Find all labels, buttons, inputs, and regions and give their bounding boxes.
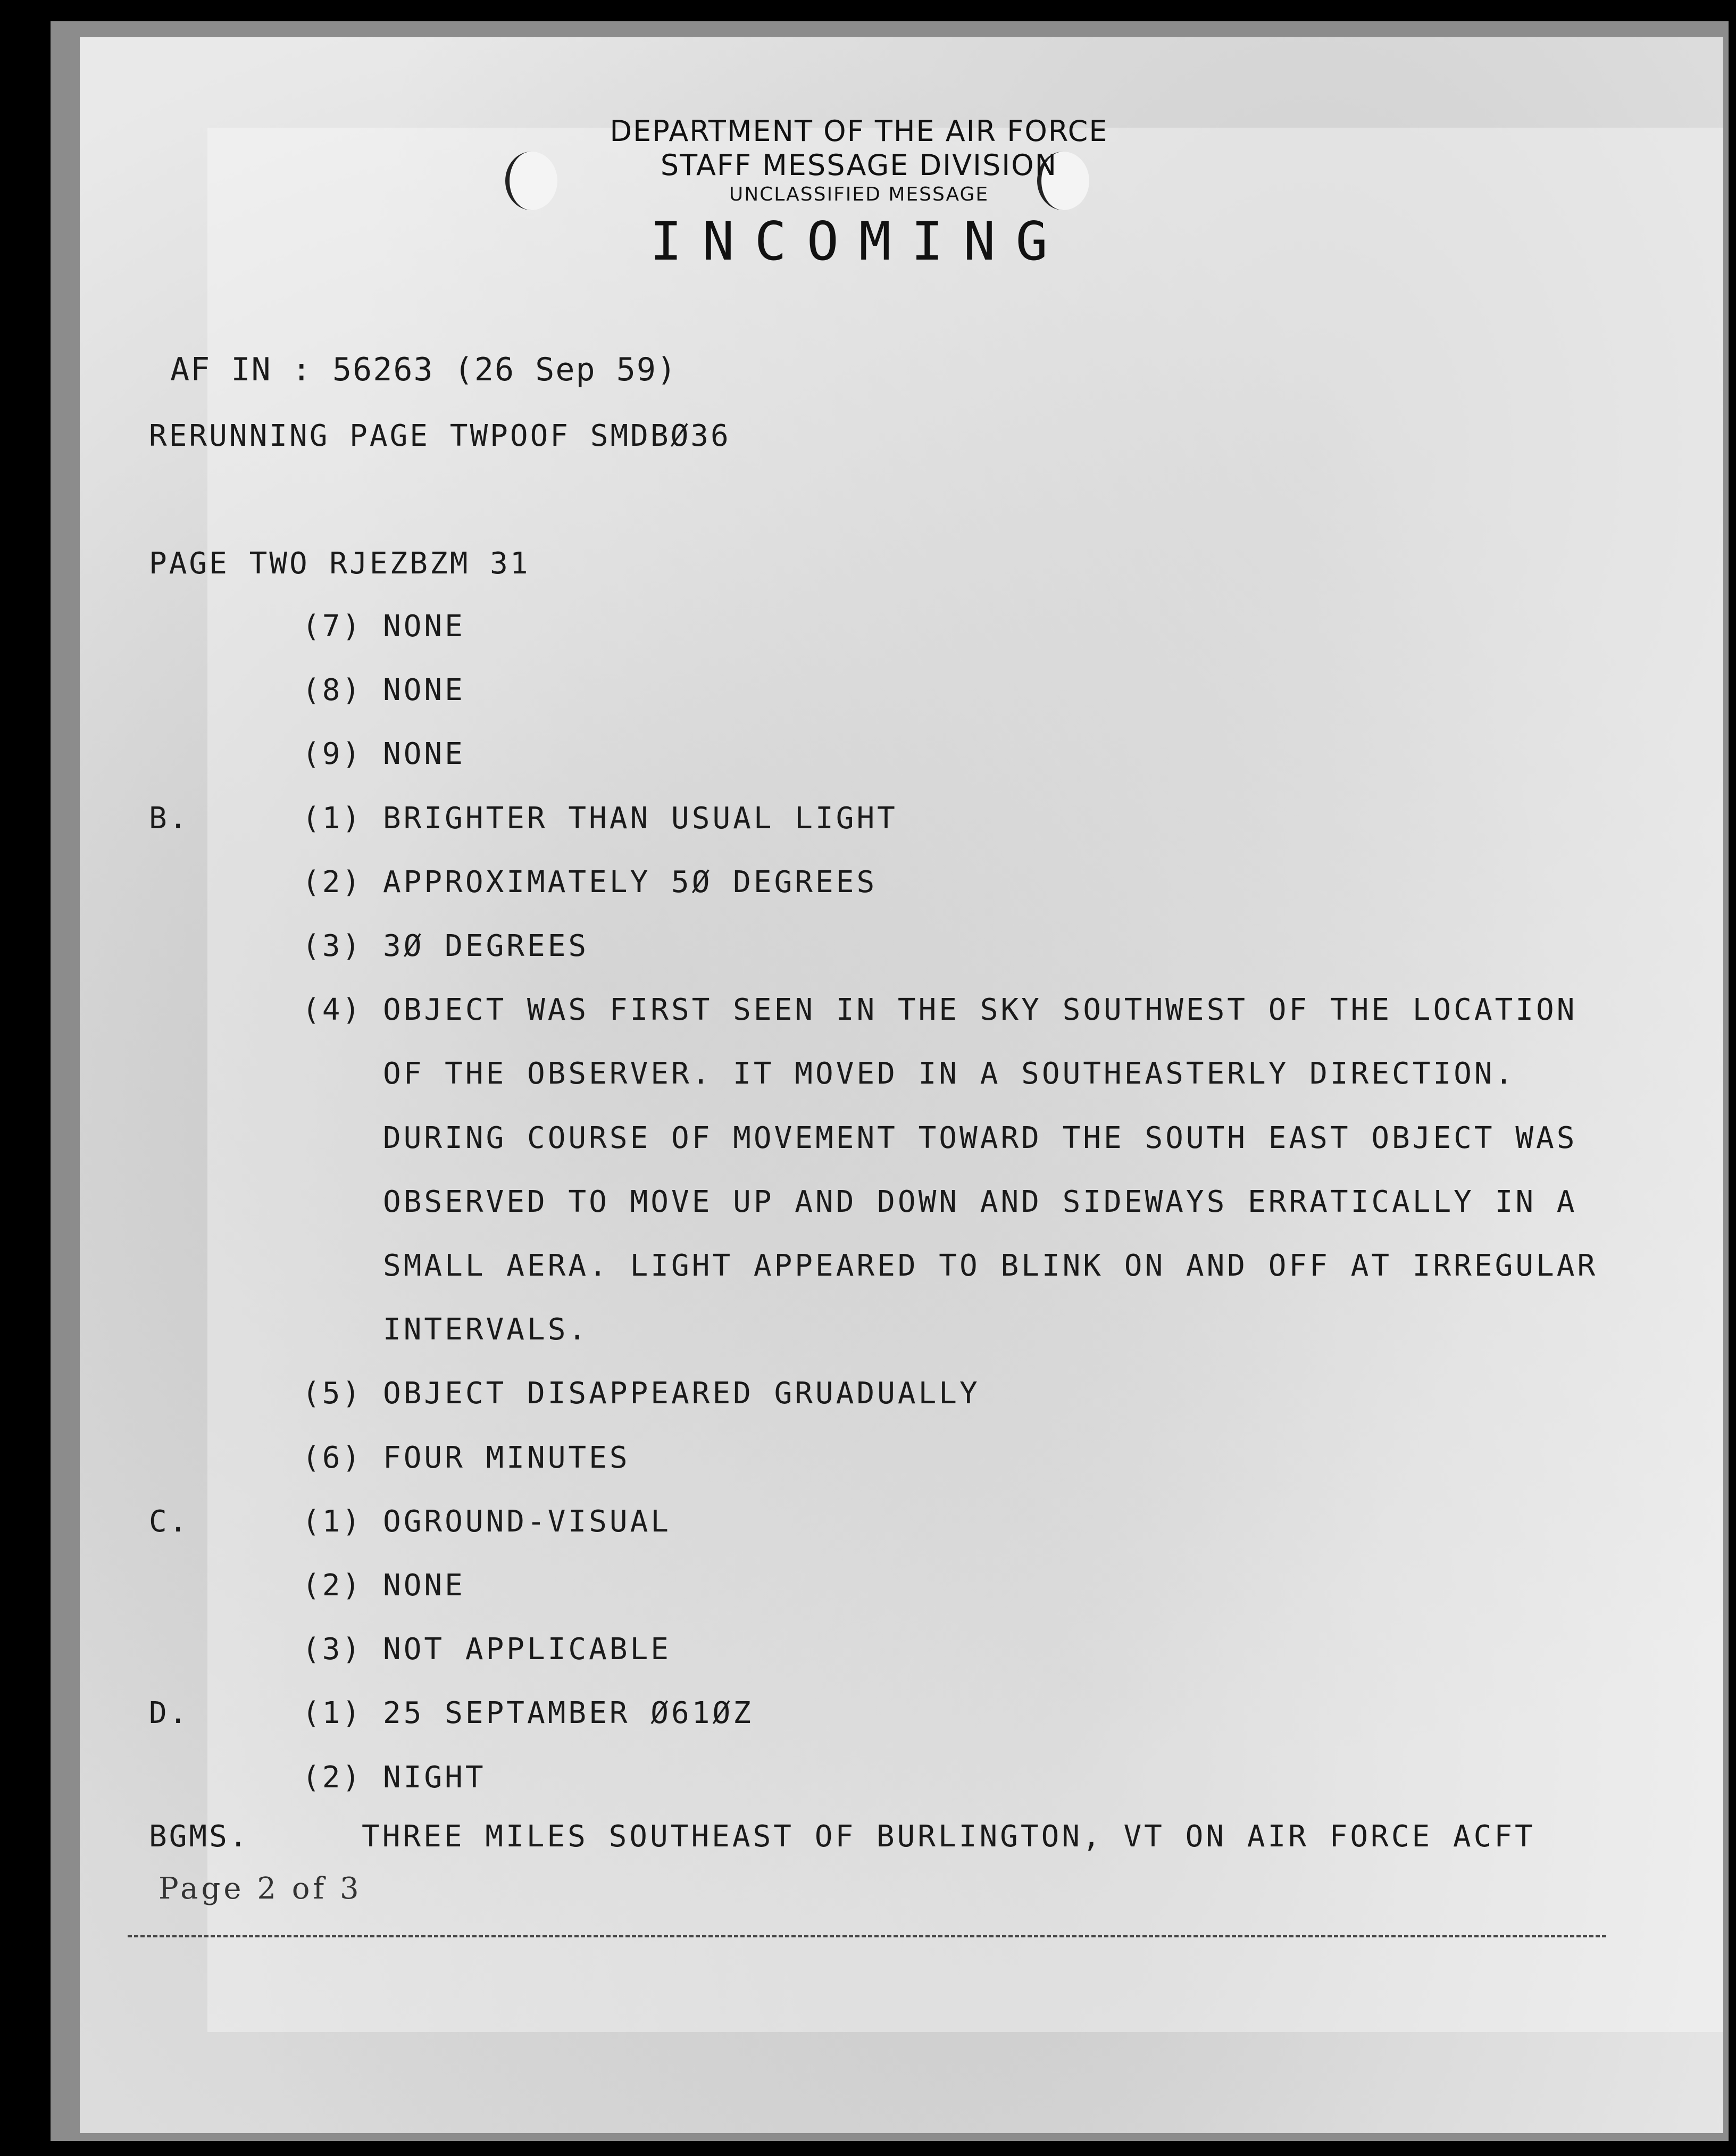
item-text: APPROXIMATELY 5Ø DEGREES (383, 865, 878, 900)
classification-label: UNCLASSIFIED MESSAGE (729, 184, 989, 205)
item-text: BRIGHTER THAN USUAL LIGHT (383, 801, 898, 836)
item-text: NOT APPLICABLE (383, 1632, 672, 1667)
division-title: STAFF MESSAGE DIVISION (660, 148, 1058, 182)
section-letter: C. (149, 1504, 189, 1539)
item-text: OBJECT WAS FIRST SEEN IN THE SKY SOUTHWEST OF THE LOCATION (383, 993, 1578, 1027)
item-text: SMALL AERA. LIGHT APPEARED TO BLINK ON AND OFF AT IRREGULAR (383, 1248, 1598, 1283)
item-number: (2) (302, 1760, 363, 1795)
rerunning-line: RERUNNING PAGE TWPOOF SMDBØ36 (149, 419, 731, 453)
item-number: (1) (302, 801, 363, 836)
department-title: DEPARTMENT OF THE AIR FORCE (610, 114, 1108, 148)
page-indicator: Page 2 of 3 (158, 1871, 362, 1906)
item-number: (1) (302, 1696, 363, 1730)
item-text: 25 SEPTAMBER Ø61ØZ (383, 1696, 754, 1730)
item-number: (6) (302, 1441, 363, 1475)
item-number: (2) (302, 865, 363, 900)
item-text: OGROUND-VISUAL (383, 1504, 672, 1539)
direction-label: INCOMING (650, 210, 1068, 272)
page-line: PAGE TWO RJEZBZM 31 (149, 546, 530, 581)
item-text: NIGHT (383, 1760, 486, 1795)
punch-hole-left (505, 152, 557, 210)
item-number: (2) (302, 1568, 363, 1603)
item-number: (7) (302, 609, 363, 644)
item-text: OBSERVED TO MOVE UP AND DOWN AND SIDEWAYS ERRATICALLY IN A (383, 1185, 1578, 1219)
item-number: (5) (302, 1376, 363, 1411)
last-line-label: BGMS. (149, 1819, 249, 1854)
bottom-rule (128, 1935, 1606, 1937)
item-number: (1) (302, 1504, 363, 1539)
item-text: NONE (383, 609, 465, 644)
af-in-number: AF IN : 56263 (26 Sep 59) (170, 351, 678, 388)
item-text: NONE (383, 673, 465, 707)
item-number: (3) (302, 1632, 363, 1667)
item-number: (9) (302, 737, 363, 771)
item-text: DURING COURSE OF MOVEMENT TOWARD THE SOUTH EAST OBJECT WAS (383, 1121, 1578, 1155)
item-number: (8) (302, 673, 363, 707)
item-text: 3Ø DEGREES (383, 929, 589, 963)
item-text: INTERVALS. (383, 1312, 589, 1347)
item-text: OBJECT DISAPPEARED GRUADUALLY (383, 1376, 980, 1411)
last-line-text: THREE MILES SOUTHEAST OF BURLINGTON, VT ON AIR FORCE ACFT (362, 1819, 1535, 1854)
item-text: NONE (383, 1568, 465, 1603)
section-letter: D. (149, 1696, 189, 1730)
message-header (553, 114, 1165, 273)
item-number: (4) (302, 993, 363, 1027)
item-text: OF THE OBSERVER. IT MOVED IN A SOUTHEASTERLY DIRECTION. (383, 1056, 1516, 1091)
item-number: (3) (302, 929, 363, 963)
item-text: NONE (383, 737, 465, 771)
item-text: FOUR MINUTES (383, 1441, 630, 1475)
section-letter: B. (149, 801, 189, 836)
